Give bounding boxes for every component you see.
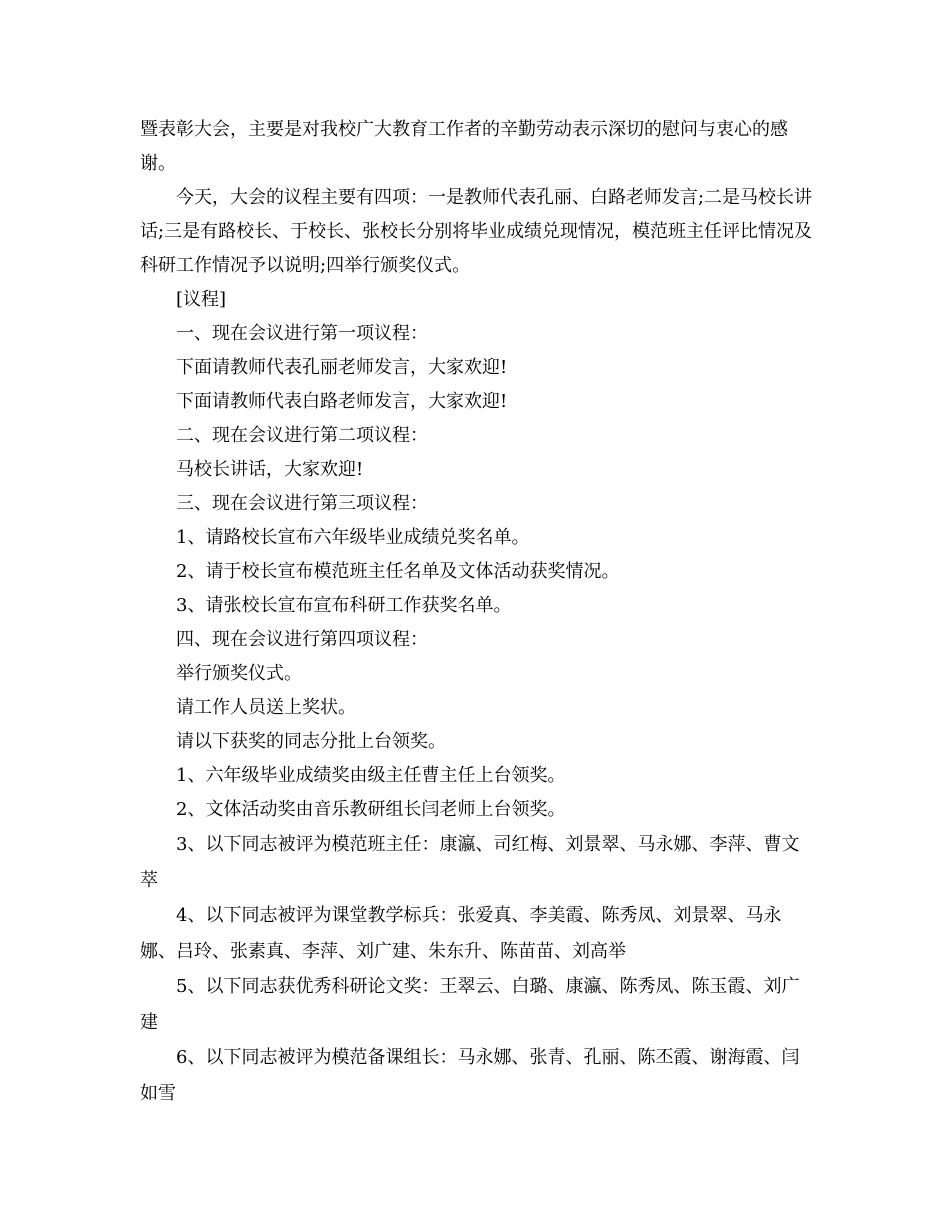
agenda-line: 下面请教师代表白路老师发言，大家欢迎!: [176, 391, 508, 412]
agenda-line: 下面请教师代表孔丽老师发言，大家欢迎!: [176, 357, 508, 378]
agenda-line: 举行颁奖仪式。: [176, 663, 302, 684]
agenda-item-three-heading: 三、现在会议进行第三项议程：: [176, 493, 428, 514]
agenda-line: 2、请于校长宣布模范班主任名单及文体活动获奖情况。: [176, 561, 620, 582]
award-line: 2、文体活动奖由音乐教研组长闫老师上台领奖。: [176, 799, 566, 820]
paragraph-opening-continuation: 暨表彰大会，主要是对我校广大教育工作者的辛勤劳动表示深切的慰问与衷心的感谢。: [140, 119, 788, 174]
paragraph-agenda-overview: 今天，大会的议程主要有四项：一是教师代表孔丽、白路老师发言;二是马校长讲话;三是有路校长、于校长、张校长分别将毕业成绩兑现情况，模范班主任评比情况及科研工作情况予以说明;四举行颁奖仪式。: [140, 187, 813, 276]
agenda-line: 请以下获奖的同志分批上台领奖。: [176, 731, 446, 752]
agenda-line: 马校长讲话，大家欢迎!: [176, 459, 364, 480]
award-list-model-head-teachers: 3、以下同志被评为模范班主任：康瀛、司红梅、刘景翠、马永娜、李萍、曹文萃: [140, 834, 800, 891]
award-list-research-papers: 5、以下同志获优秀科研论文奖：王翠云、白璐、康瀛、陈秀凤、陈玉霞、刘广建: [140, 976, 800, 1033]
agenda-line: 请工作人员送上奖状。: [176, 697, 356, 718]
document-body: [140, 113, 815, 1111]
agenda-item-one-heading: 一、现在会议进行第一项议程：: [176, 323, 428, 344]
agenda-line: 1、请路校长宣布六年级毕业成绩兑奖名单。: [176, 527, 530, 548]
agenda-line: 3、请张校长宣布宣布科研工作获奖名单。: [176, 595, 512, 616]
award-line: 1、六年级毕业成绩奖由级主任曹主任上台领奖。: [176, 765, 566, 786]
agenda-item-two-heading: 二、现在会议进行第二项议程：: [176, 425, 428, 446]
award-list-teaching-models: 4、以下同志被评为课堂教学标兵：张爱真、李美霞、陈秀凤、刘景翠、马永娜、吕玲、张素真、李萍、刘广建、朱东升、陈苗苗、刘高举: [140, 905, 782, 962]
agenda-item-four-heading: 四、现在会议进行第四项议程：: [176, 629, 428, 650]
award-list-lesson-group-leaders: 6、以下同志被评为模范备课组长：马永娜、张青、孔丽、陈丕霞、谢海霞、闫如雪: [140, 1047, 800, 1104]
section-heading-agenda: [议程]: [176, 289, 227, 310]
